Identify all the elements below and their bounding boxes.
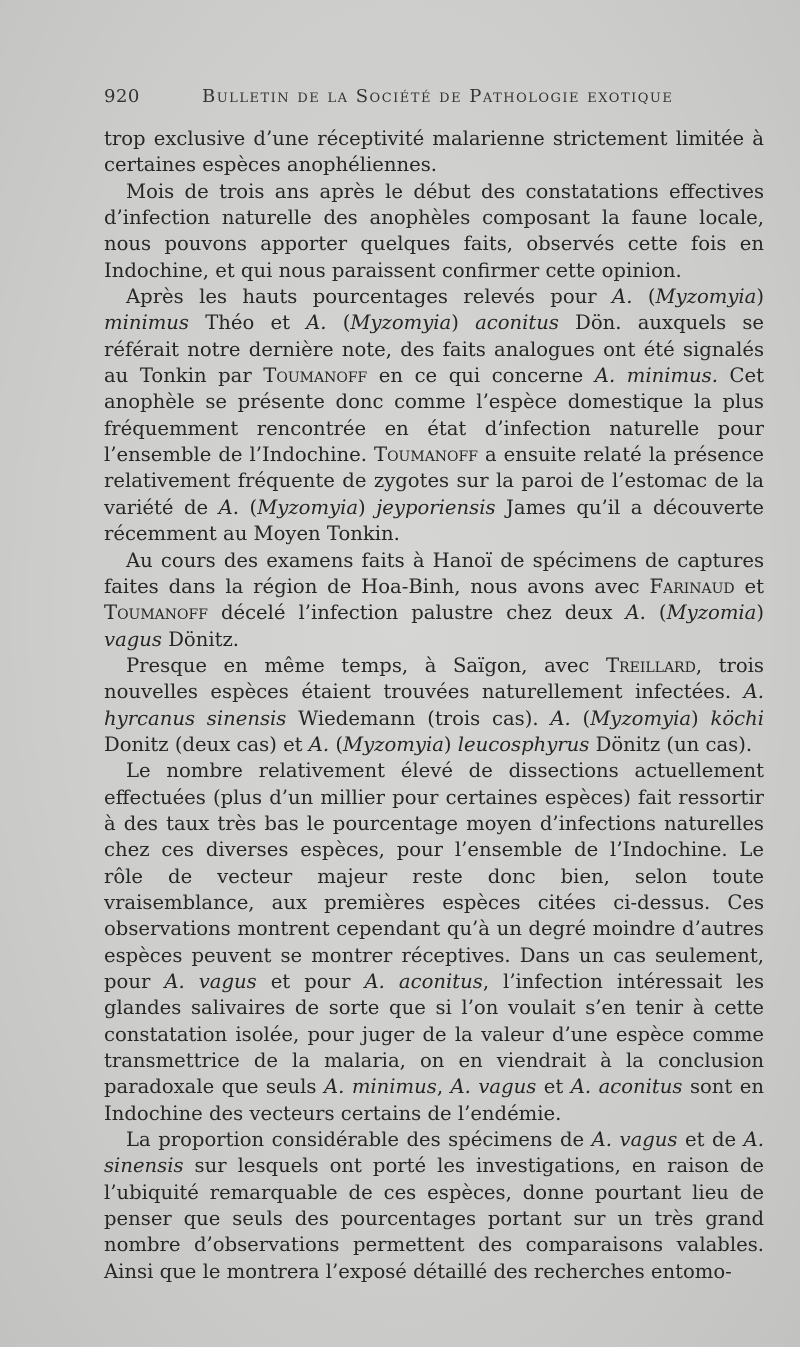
text-run: ) [358,495,377,519]
author-name: Toumanoff [104,601,208,625]
italic-text: A. aconitus [364,970,483,993]
italic-text: Myzomyia [257,495,359,519]
author-name: Treillard [605,653,696,677]
text-run: ( [239,495,258,519]
italic-text: Myzomia [666,601,757,625]
text-run: sont en Indochine des vecteurs certains de l’endémie. [104,1075,764,1125]
paragraph [104,284,764,547]
italic-text: A. minimus [323,1075,437,1099]
running-head: Bulletin de la Société de Pathologie exotique [202,86,674,107]
text-run: et de [677,1128,744,1152]
italic-text: A. [550,706,571,730]
italic-text: Myzomyia [343,732,444,756]
author-name: Toumanoff [374,443,478,467]
italic-text: vagus [104,627,162,651]
text-run: , [436,1075,451,1099]
paragraph [104,653,764,758]
italic-text: jeyporiensis [376,495,496,519]
italic-text: A. vagus [591,1128,678,1152]
italic-text: A. aconitus [570,1075,683,1099]
paragraph [104,548,764,653]
italic-text: aconitus [475,311,559,335]
italic-text: A. [306,311,327,335]
paragraph [104,179,764,284]
text-run: sur lesquels ont porté les investigations, en raison de l’ubiquité remarquable de ces espèces, donne pourtant lieu de penser que seuls des pourcentages portant sur un très grand nombre d’observations permettent des comparaisons valables. Ainsi que le montrera l’exposé détaillé des recherches entomo- [104,1154,764,1283]
text-run: Cet anophèle se présente donc comme l’espèce domestique la plus fréquemment rencontrée en état d’infection naturelle pour l’ensemble de l’Indochine. [104,364,764,467]
italic-text: A. vagus [450,1075,537,1099]
article-body [104,126,764,1285]
italic-text: A. [625,601,646,625]
text-run: Au cours des examens faits à Hanoï de spécimens de captures faites dans la région de Hoa-Binh, nous avons avec [104,548,764,598]
italic-text: Myzomyia [655,285,757,309]
text-run: , l’infection intéressait les glandes salivaires de sorte que si l’on voulait s’en tenir à cette constatation isolée, pour juger de la valeur d’une espèce comme transmettrice de la malaria, on en viendrait à la conclusion paradoxale que seuls [104,970,764,1099]
text-run: ) [691,706,711,730]
text-run: ) [756,285,765,309]
text-run: ( [329,732,344,756]
text-run: Le nombre relativement élevé de dissections actuellement effectuées (plus d’un millier pour certaines espèces) fait ressortir à des taux très bas le pourcentage moyen d’infections naturelles chez ces diverses espèces, pour l’ensemble de l’Indochine. Le rôle de vecteur majeur reste donc bien, selon toute vraisemblance, aux premières espèces citées ci-dessus. Ces observations montrent cependant qu’à un degré moindre d’autres espèces peuvent se montrer réceptives. Dans un cas seulement, pour [104,759,764,993]
text-run: James qu’il a découverte récemment au Moyen Tonkin. [104,495,765,546]
italic-text: minimus [104,311,189,335]
text-run: La proportion considérable des spécimens de [126,1128,592,1152]
text-run: Théo et [189,311,307,335]
text-run: décelé l’infection palustre chez deux [207,601,626,625]
italic-text: Myzomyia [350,311,452,335]
italic-text: leucosphyrus [457,732,590,756]
text-run: en ce qui concerne [367,364,595,388]
text-run: Dönitz. [161,627,240,651]
italic-text: A. [308,732,330,756]
paragraph [104,758,764,1127]
text-run: Wiedemann (trois cas). [286,706,551,730]
text-run: Dön. auxquels se référait notre dernière note, des faits analogues ont été signalés au Tonkin par [104,311,764,388]
italic-text: Myzomyia [590,706,692,730]
italic-text: A. vagus [164,970,257,993]
text-run: ) [451,311,476,335]
italic-text: A. [218,495,240,519]
page-number: 920 [104,86,140,107]
text-run: ( [645,601,667,625]
italic-text: köchi [710,706,765,730]
text-run: ( [326,311,351,335]
text-run: et pour [256,970,365,993]
paragraph [104,126,764,179]
text-run: et [536,1075,571,1099]
text-run: trop exclusive d’une réceptivité malarienne strictement limitée à certaines espèces anophéliennes. [104,127,764,177]
text-run: ( [632,285,656,309]
text-run: et [734,574,764,598]
author-name: Toumanoff [263,364,368,388]
text-run: a ensuite relaté la présence relativement fréquente de zygotes sur la paroi de l’estomac de la variété de [104,443,764,519]
text-run: ) [443,732,458,756]
author-name: Farinaud [649,574,735,598]
italic-text: A. sinensis [104,1128,765,1178]
text-run: Dönitz (un cas). [589,732,753,756]
text-run: Presque en même temps, à Saïgon, avec [126,653,606,677]
text-run: ( [570,706,591,730]
text-run: , trois nouvelles espèces étaient trouvées naturellement infectées. [104,653,764,704]
text-run: ) [756,601,764,625]
italic-text: A. [612,285,633,309]
paragraph [104,1127,764,1285]
text-run: Après les hauts pourcentages relevés pour [126,285,613,309]
text-run: Mois de trois ans après le début des constatations effectives d’infection naturelle des anophèles composant la faune locale, nous pouvons apporter quelques faits, observés cette fois en Indochine, et qui nous paraissent confirmer cette opinion. [104,179,764,282]
italic-text: A. hyrcanus sinensis [104,680,764,730]
text-run: Donitz (deux cas) et [104,732,309,756]
italic-text: A. minimus. [594,364,718,388]
